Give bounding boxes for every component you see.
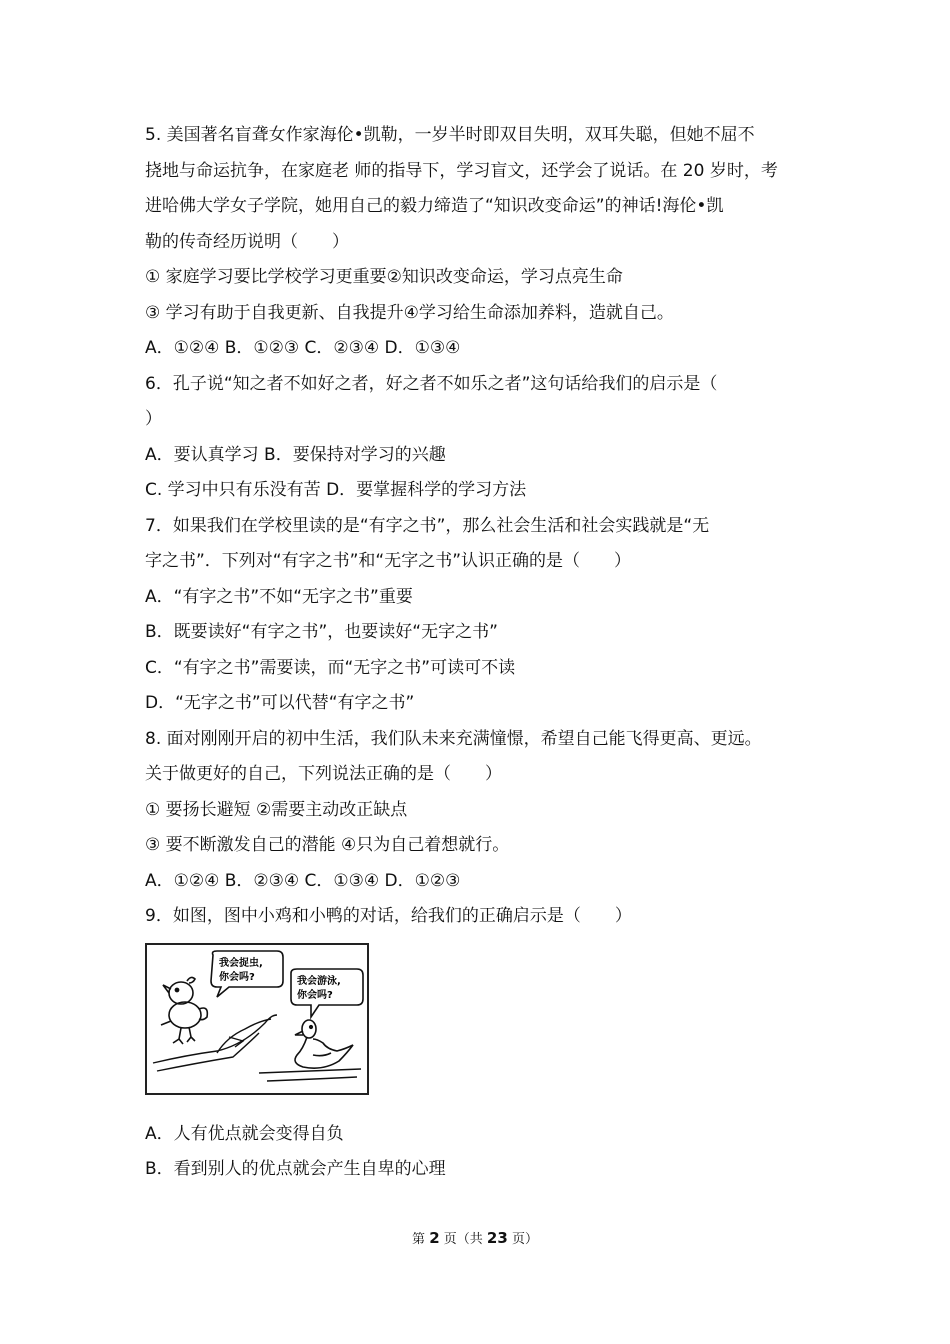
answer-options: A．①②④ B．②③④ C．①③④ D．①②③ <box>145 870 461 891</box>
duck-bubble-line-2: 你会吗? <box>297 989 333 1001</box>
text-line: ） <box>145 409 162 429</box>
text-line: 7．如果我们在学校里读的是“有字之书”，那么社会生活和社会实践就是“无 <box>145 515 710 536</box>
question-9-options <box>145 1117 815 1188</box>
chick-duck-cartoon <box>145 943 369 1095</box>
text-line: ③ 要不断激发自己的潜能 ④只为自己着想就行。 <box>145 835 510 855</box>
text-line: 字之书”．下列对“有字之书”和“无字之书”认识正确的是（ ） <box>145 551 632 571</box>
total-page-number: 23 <box>486 1229 508 1247</box>
text-line: 5. 美国著名盲聋女作家海伦•凯勒，一岁半时即双目失明，双耳失聪，但她不屈不 <box>145 125 755 145</box>
footer-prefix: 第 <box>412 1232 426 1247</box>
text-line: 6．孔子说“知之者不如好之者，好之者不如乐之者”这句话给我们的启示是（ <box>145 373 718 394</box>
footer-suffix: 页） <box>511 1232 538 1247</box>
chick-bubble-line-2: 你会吗? <box>219 971 255 983</box>
text-line: 8. 面对刚刚开启的初中生活，我们队未来充满憧憬，希望自己能飞得更高、更远。 <box>145 728 762 749</box>
questions-5-to-9 <box>145 118 815 935</box>
current-page-number: 2 <box>429 1229 440 1247</box>
answer-option: D．“无字之书”可以代替“有字之书” <box>145 693 415 713</box>
text-line: ① 要扬长避短 ②需要主动改正缺点 <box>145 799 408 820</box>
page-footer <box>0 1228 950 1247</box>
answer-option: A．“有字之书”不如“无字之书”重要 <box>145 586 413 607</box>
answer-option: B．既要读好“有字之书”，也要读好“无字之书” <box>145 622 498 642</box>
answer-option: C．“有字之书”需要读，而“无字之书”可读可不读 <box>145 657 516 678</box>
text-line: 挠地与命运抗争，在家庭老 师的指导下，学习盲文，还学会了说话。在 20 岁时，考 <box>145 160 778 181</box>
duck-illustration <box>295 1020 353 1068</box>
chick-illustration <box>161 977 207 1044</box>
text-line: 勒的传奇经历说明（ ） <box>145 231 349 252</box>
footer-middle: 页（共 <box>443 1232 483 1247</box>
question-content <box>145 118 815 1188</box>
cartoon-drawing <box>147 945 367 1093</box>
duck-bubble-line-1: 我会游泳, <box>297 975 341 987</box>
text-line: 进哈佛大学女子学院，她用自己的毅力缔造了“知识改变命运”的神话!海伦•凯 <box>145 196 724 216</box>
answer-options: A．①②④ B．①②③ C．②③④ D．①③④ <box>145 338 461 358</box>
text-line: ① 家庭学习要比学校学习更重要②知识改变命运，学习点亮生命 <box>145 267 623 287</box>
text-line: 9．如图，图中小鸡和小鸭的对话，给我们的正确启示是（ ） <box>145 906 632 926</box>
answer-options: A．要认真学习 B．要保持对学习的兴趣 <box>145 444 446 465</box>
text-line: ③ 学习有助于自我更新、自我提升④学习给生命添加养料，造就自己。 <box>145 302 674 323</box>
answer-option: A．人有优点就会变得自负 <box>145 1123 344 1144</box>
answer-options: C. 学习中只有乐没有苦 D．要掌握科学的学习方法 <box>145 480 527 500</box>
answer-option: B．看到别人的优点就会产生自卑的心理 <box>145 1159 446 1179</box>
text-line: 关于做更好的自己，下列说法正确的是（ ） <box>145 764 502 784</box>
chick-bubble-line-1: 我会捉虫, <box>219 957 263 969</box>
